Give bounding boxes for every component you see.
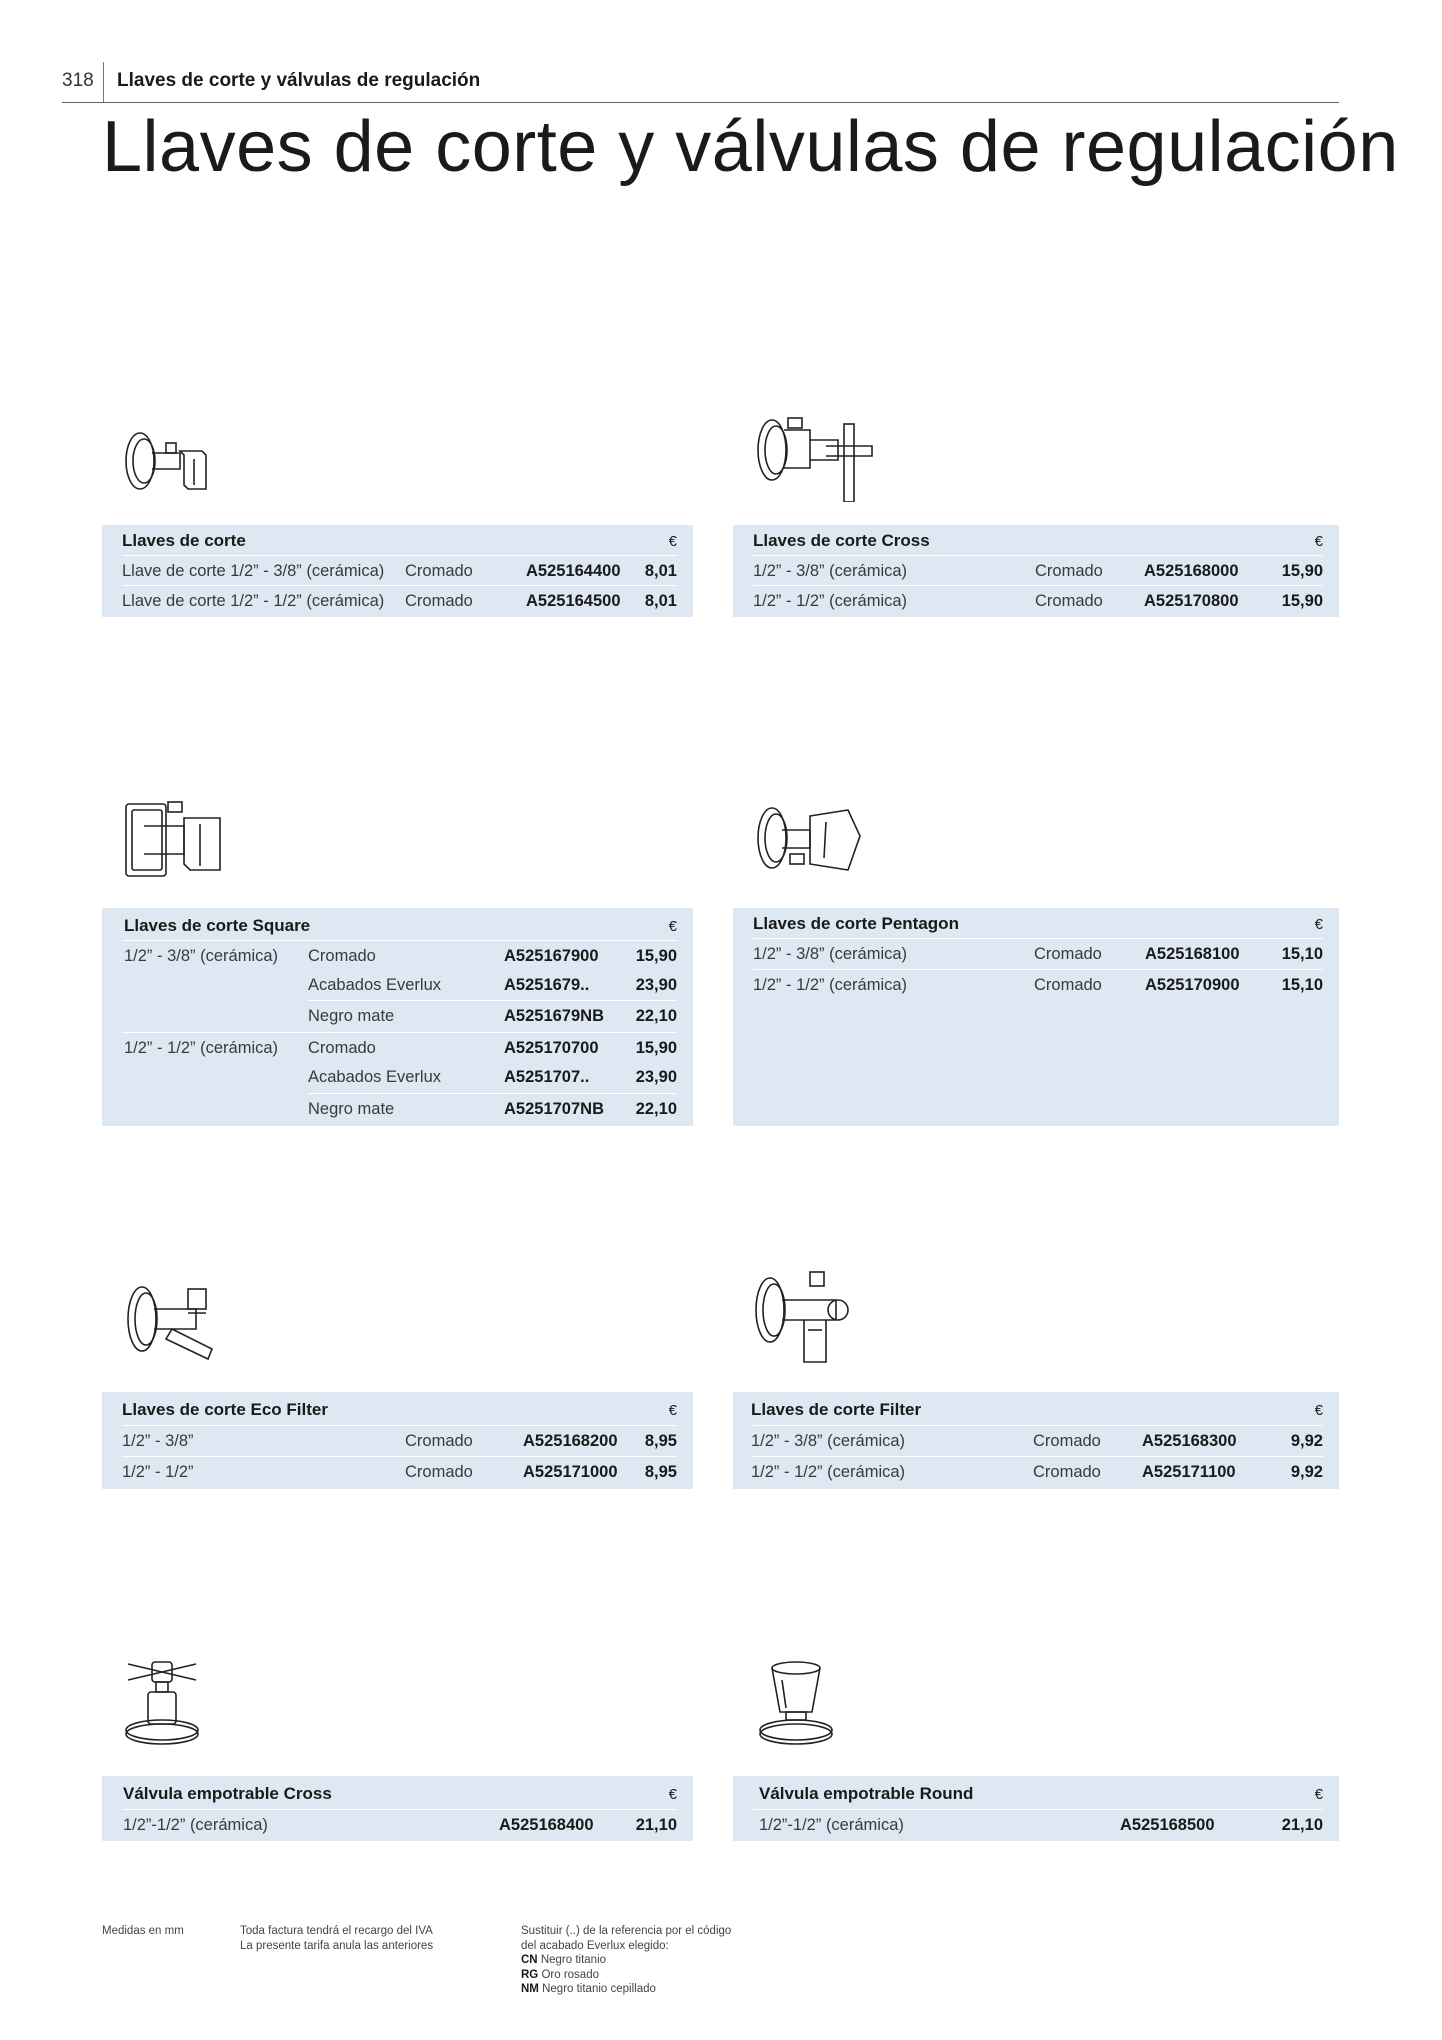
table-row bbox=[753, 969, 1323, 1000]
row-reference: A525168000 bbox=[1144, 562, 1239, 580]
row-reference: A525168200 bbox=[523, 1432, 618, 1450]
row-reference: A525167900 bbox=[504, 947, 599, 965]
row-finish: Cromado bbox=[405, 1463, 473, 1481]
table-title: Llaves de corte Pentagon bbox=[753, 914, 959, 933]
finish-code-item bbox=[521, 1982, 731, 1997]
row-description: 1/2” - 1/2” (cerámica) bbox=[124, 1039, 279, 1057]
row-reference: A5251679.. bbox=[504, 976, 590, 994]
table-row bbox=[308, 1062, 677, 1092]
header-separator bbox=[103, 62, 104, 102]
row-finish: Cromado bbox=[1033, 1463, 1101, 1481]
row-reference: A525168100 bbox=[1145, 945, 1240, 963]
table-header bbox=[753, 525, 1323, 555]
page-number: 318 bbox=[62, 70, 94, 91]
currency-label: € bbox=[668, 918, 677, 935]
eco-filter-valve-image bbox=[122, 1275, 222, 1365]
angle-valve-image bbox=[122, 425, 214, 495]
table-llaves-filter bbox=[733, 1392, 1339, 1489]
row-reference: A5251679NB bbox=[504, 1007, 604, 1025]
row-price: 15,10 bbox=[1281, 945, 1323, 963]
table-title: Llaves de corte Eco Filter bbox=[122, 1400, 328, 1419]
table-row bbox=[122, 1456, 677, 1487]
row-description: 1/2” - 3/8” (cerámica) bbox=[753, 562, 908, 580]
row-reference: A5251707NB bbox=[504, 1100, 604, 1118]
row-finish: Cromado bbox=[1033, 1432, 1101, 1450]
finish-name: Negro titanio cepillado bbox=[542, 1983, 656, 1995]
finish-code-item bbox=[521, 1968, 731, 1983]
row-reference: A525170900 bbox=[1145, 976, 1240, 994]
row-description: 1/2” - 1/2” (cerámica) bbox=[753, 592, 908, 610]
table-header bbox=[753, 908, 1323, 938]
table-title: Válvula empotrable Cross bbox=[123, 1784, 332, 1803]
table-title: Llaves de corte Square bbox=[124, 916, 311, 935]
row-price: 21,10 bbox=[635, 1816, 677, 1834]
row-price: 15,90 bbox=[635, 1039, 677, 1057]
cross-built-in-valve-image bbox=[122, 1660, 202, 1746]
row-description: 1/2” - 1/2” (cerámica) bbox=[751, 1463, 906, 1481]
currency-label: € bbox=[668, 1402, 677, 1419]
currency-label: € bbox=[1314, 916, 1323, 933]
row-description: 1/2”-1/2” (cerámica) bbox=[759, 1816, 904, 1834]
row-price: 9,92 bbox=[1290, 1463, 1323, 1481]
footer-measures bbox=[102, 1924, 184, 1939]
substitute-note-cont: del acabado Everlux elegido: bbox=[521, 1939, 669, 1952]
table-llaves-corte bbox=[102, 525, 693, 617]
row-finish: Cromado bbox=[1035, 592, 1103, 610]
filter-valve-image bbox=[750, 1270, 860, 1370]
currency-label: € bbox=[1314, 1402, 1323, 1419]
footer-substitute bbox=[521, 1924, 731, 1997]
row-finish: Cromado bbox=[1034, 976, 1102, 994]
substitute-note: Sustituir (..) de la referencia por el código bbox=[521, 1925, 732, 1937]
row-price: 8,95 bbox=[644, 1432, 677, 1450]
row-price: 15,90 bbox=[1281, 562, 1323, 580]
row-finish: Negro mate bbox=[308, 1100, 395, 1118]
finish-code: NM bbox=[521, 1983, 539, 1995]
row-finish: Cromado bbox=[1035, 562, 1103, 580]
running-title: Llaves de corte y válvulas de regulación bbox=[117, 70, 481, 91]
row-reference: A525164400 bbox=[526, 562, 621, 580]
row-finish: Acabados Everlux bbox=[308, 976, 441, 994]
row-reference: A5251707.. bbox=[504, 1068, 590, 1086]
table-header bbox=[122, 1394, 677, 1424]
row-price: 8,01 bbox=[644, 562, 677, 580]
table-row bbox=[753, 938, 1323, 969]
row-price: 23,90 bbox=[635, 1068, 677, 1086]
row-price: 8,95 bbox=[644, 1463, 677, 1481]
row-reference: A525168400 bbox=[499, 1816, 594, 1834]
table-llaves-eco-filter bbox=[102, 1392, 693, 1489]
row-finish: Cromado bbox=[308, 1039, 376, 1057]
row-reference: A525170700 bbox=[504, 1039, 599, 1057]
page-title: Llaves de corte y válvulas de regulación bbox=[102, 107, 1399, 187]
table-row bbox=[308, 1000, 677, 1031]
table-title: Válvula empotrable Round bbox=[759, 1784, 974, 1803]
table-row bbox=[753, 1809, 1323, 1840]
row-description: 1/2” - 1/2” (cerámica) bbox=[753, 976, 908, 994]
row-finish: Acabados Everlux bbox=[308, 1068, 441, 1086]
row-description: 1/2” - 3/8” bbox=[122, 1432, 194, 1450]
table-row bbox=[753, 1456, 1323, 1487]
square-valve-image bbox=[124, 800, 224, 880]
table-row bbox=[753, 555, 1323, 586]
pentagon-valve-image bbox=[752, 800, 862, 880]
table-title: Llaves de corte Cross bbox=[753, 531, 930, 550]
row-price: 15,10 bbox=[1281, 976, 1323, 994]
row-reference: A525170800 bbox=[1144, 592, 1239, 610]
finish-code-item bbox=[521, 1953, 731, 1968]
row-reference: A525164500 bbox=[526, 592, 621, 610]
measures-note: Medidas en mm bbox=[102, 1925, 184, 1937]
row-description: 1/2” - 3/8” (cerámica) bbox=[751, 1432, 906, 1450]
invoice-note: Toda factura tendrá el recargo del IVA bbox=[240, 1925, 433, 1937]
row-description: 1/2” - 1/2” bbox=[122, 1463, 194, 1481]
row-price: 21,10 bbox=[1281, 1816, 1323, 1834]
table-row bbox=[122, 1809, 677, 1840]
table-llaves-pentagon bbox=[733, 908, 1339, 1126]
currency-label: € bbox=[1314, 1786, 1323, 1803]
finish-code: RG bbox=[521, 1968, 539, 1981]
row-description: Llave de corte 1/2” - 3/8” (cerámica) bbox=[122, 562, 385, 580]
finish-name: Oro rosado bbox=[541, 1968, 599, 1981]
row-reference: A525168300 bbox=[1142, 1432, 1237, 1450]
row-finish: Cromado bbox=[405, 592, 473, 610]
row-reference: A525171000 bbox=[523, 1463, 618, 1481]
table-header bbox=[122, 525, 677, 555]
row-reference: A525168500 bbox=[1120, 1816, 1215, 1834]
tariff-note: La presente tarifa anula las anteriores bbox=[240, 1939, 434, 1952]
table-header bbox=[122, 1778, 677, 1808]
table-row bbox=[753, 1425, 1323, 1456]
table-header bbox=[753, 1778, 1323, 1808]
currency-label: € bbox=[668, 1786, 677, 1803]
row-finish: Negro mate bbox=[308, 1007, 395, 1025]
table-header bbox=[122, 910, 677, 940]
table-row bbox=[122, 555, 677, 586]
row-description: Llave de corte 1/2” - 1/2” (cerámica) bbox=[122, 592, 385, 610]
table-valvula-cross bbox=[102, 1776, 693, 1841]
row-price: 23,90 bbox=[635, 976, 677, 994]
row-reference: A525171100 bbox=[1142, 1463, 1236, 1481]
table-row bbox=[122, 1032, 677, 1063]
table-row bbox=[122, 1425, 677, 1456]
row-description: 1/2” - 3/8” (cerámica) bbox=[753, 945, 908, 963]
row-price: 8,01 bbox=[644, 592, 677, 610]
table-title: Llaves de corte Filter bbox=[751, 1400, 922, 1419]
row-price: 15,90 bbox=[635, 947, 677, 965]
table-row bbox=[308, 1093, 677, 1124]
table-valvula-round bbox=[733, 1776, 1339, 1841]
row-description: 1/2” - 3/8” (cerámica) bbox=[124, 947, 279, 965]
row-price: 22,10 bbox=[635, 1007, 677, 1025]
row-price: 9,92 bbox=[1290, 1432, 1323, 1450]
table-title: Llaves de corte bbox=[122, 531, 246, 550]
table-row bbox=[122, 585, 677, 616]
row-description: 1/2”-1/2” (cerámica) bbox=[123, 1816, 268, 1834]
table-row bbox=[753, 585, 1323, 616]
currency-label: € bbox=[1314, 533, 1323, 550]
footer-invoice bbox=[240, 1924, 433, 1953]
row-price: 22,10 bbox=[635, 1100, 677, 1118]
row-finish: Cromado bbox=[308, 947, 376, 965]
table-header bbox=[753, 1394, 1323, 1424]
currency-label: € bbox=[668, 533, 677, 550]
table-llaves-square bbox=[102, 908, 693, 1126]
table-row bbox=[308, 970, 677, 1000]
row-finish: Cromado bbox=[1034, 945, 1102, 963]
finish-name: Negro titanio bbox=[540, 1954, 607, 1966]
cross-valve-image bbox=[752, 410, 882, 502]
row-finish: Cromado bbox=[405, 1432, 473, 1450]
row-finish: Cromado bbox=[405, 562, 473, 580]
header-rule bbox=[62, 102, 1339, 103]
finish-code: CN bbox=[521, 1954, 538, 1966]
round-built-in-valve-image bbox=[756, 1660, 836, 1746]
table-row bbox=[122, 940, 677, 971]
row-price: 15,90 bbox=[1281, 592, 1323, 610]
table-llaves-cross bbox=[733, 525, 1339, 617]
